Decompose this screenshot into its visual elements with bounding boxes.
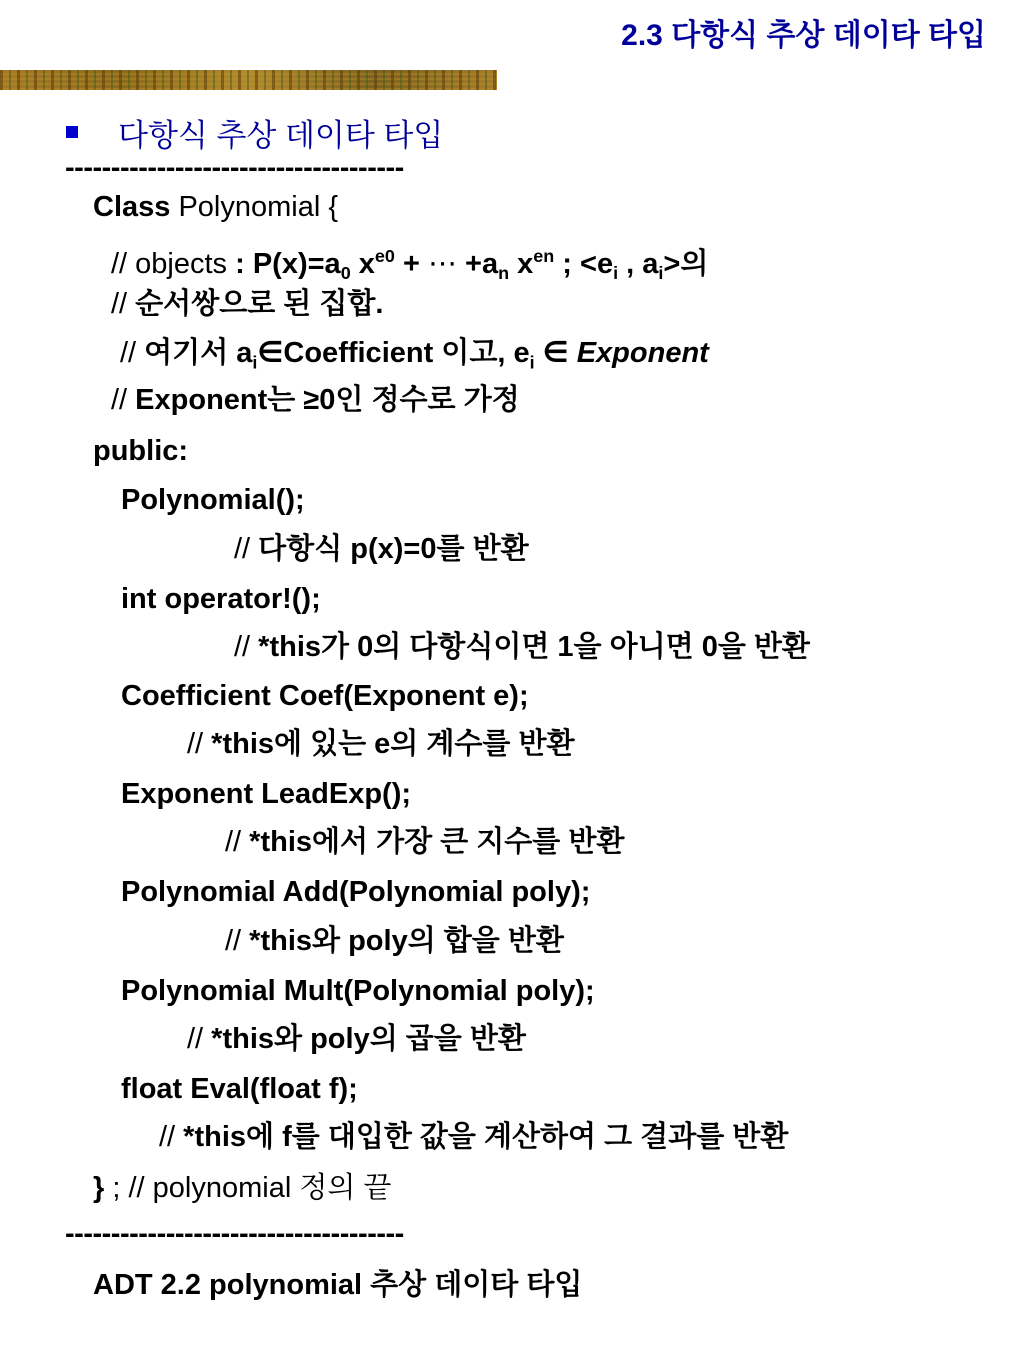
member-comment bbox=[187, 727, 575, 761]
formula-part: , a bbox=[618, 247, 659, 280]
comment-text: 순서쌍으로 된 집합. bbox=[135, 288, 384, 320]
ellipsis: ⋯ bbox=[427, 247, 457, 280]
separator-top: ------------------------------------- bbox=[65, 152, 404, 184]
comment-prefix: // bbox=[111, 288, 136, 320]
subscript: i bbox=[658, 263, 664, 284]
member-declaration: Polynomial Add(Polynomial poly); bbox=[121, 876, 591, 908]
comment-prefix: // bbox=[159, 1121, 184, 1153]
comment-prefix: // bbox=[234, 631, 259, 663]
comment-exponent bbox=[111, 383, 520, 417]
comment-prefix: // bbox=[187, 1023, 212, 1055]
formula-part: ; <e bbox=[554, 247, 614, 280]
subscript: n bbox=[498, 263, 510, 284]
formula-part: : P(x)=a bbox=[235, 247, 341, 280]
decorative-texture-bar bbox=[0, 70, 497, 90]
comment-prefix: // bbox=[225, 925, 250, 957]
member-declaration: Polynomial Mult(Polynomial poly); bbox=[121, 975, 595, 1007]
comment-text: *this와 poly의 합을 반환 bbox=[249, 925, 564, 957]
member-comment bbox=[159, 1120, 788, 1154]
comment-coefficient bbox=[120, 336, 709, 379]
adt-caption: ADT 2.2 polynomial 추상 데이타 타입 bbox=[93, 1269, 583, 1301]
class-keyword: Class bbox=[93, 191, 171, 223]
comment-text: ∈Coefficient 이고, e bbox=[257, 337, 530, 369]
member-comment bbox=[234, 532, 529, 566]
comment-text: *this와 poly의 곱을 반환 bbox=[211, 1023, 526, 1055]
end-comment: ; // polynomial 정의 끝 bbox=[104, 1172, 392, 1204]
class-end bbox=[93, 1171, 391, 1205]
superscript: e0 bbox=[374, 246, 395, 266]
member-declaration: int operator!(); bbox=[121, 583, 321, 615]
comment-prefix: // objects bbox=[111, 247, 236, 280]
member-declaration: float Eval(float f); bbox=[121, 1073, 358, 1105]
subscript: i bbox=[529, 352, 535, 373]
subscript: i bbox=[252, 352, 258, 373]
formula-part: x bbox=[509, 247, 534, 280]
comment-prefix: // bbox=[120, 337, 145, 369]
formula-part: +a bbox=[456, 247, 499, 280]
comment-text: *this가 0의 다항식이면 1을 아니면 0을 반환 bbox=[258, 631, 810, 663]
member-comment bbox=[187, 1022, 526, 1056]
member-comment bbox=[225, 825, 624, 859]
member-declaration: Exponent LeadExp(); bbox=[121, 778, 412, 810]
comment-text-italic: Exponent bbox=[576, 337, 709, 369]
member-comment bbox=[234, 630, 810, 664]
comment-prefix: // bbox=[225, 826, 250, 858]
class-declaration bbox=[93, 190, 338, 224]
comment-ordered-pairs bbox=[111, 287, 383, 321]
member-comment bbox=[225, 924, 564, 958]
subscript: i bbox=[613, 263, 619, 284]
public-label: public: bbox=[93, 435, 189, 467]
member-declaration: Polynomial(); bbox=[121, 484, 305, 516]
formula-part: >의 bbox=[663, 247, 709, 280]
comment-objects bbox=[111, 239, 708, 290]
class-name: Polynomial { bbox=[170, 191, 339, 223]
subscript: 0 bbox=[340, 263, 351, 284]
formula-part: x bbox=[350, 247, 375, 280]
comment-text: ∈ bbox=[534, 337, 577, 369]
superscript: en bbox=[533, 246, 555, 266]
bullet-square-icon bbox=[66, 126, 78, 138]
member-declaration: Coefficient Coef(Exponent e); bbox=[121, 680, 529, 712]
section-heading: 다항식 추상 데이타 타입 bbox=[118, 118, 444, 153]
comment-text: *this에 f를 대입한 값을 계산하여 그 결과를 반환 bbox=[183, 1121, 789, 1153]
comment-prefix: // bbox=[111, 384, 136, 416]
slide-title: 2.3 다항식 추상 데이타 타입 bbox=[621, 19, 986, 52]
formula-part: + bbox=[394, 247, 428, 280]
comment-text: 여기서 a bbox=[144, 337, 253, 369]
comment-text: *this에서 가장 큰 지수를 반환 bbox=[249, 826, 625, 858]
comment-prefix: // bbox=[234, 533, 259, 565]
separator-bottom: ------------------------------------- bbox=[65, 1218, 404, 1250]
closing-brace: } bbox=[93, 1172, 105, 1204]
comment-text: Exponent는 ≥0인 정수로 가정 bbox=[135, 384, 520, 416]
comment-text: *this에 있는 e의 계수를 반환 bbox=[211, 728, 575, 760]
comment-prefix: // bbox=[187, 728, 212, 760]
comment-text: 다항식 p(x)=0를 반환 bbox=[258, 533, 529, 565]
